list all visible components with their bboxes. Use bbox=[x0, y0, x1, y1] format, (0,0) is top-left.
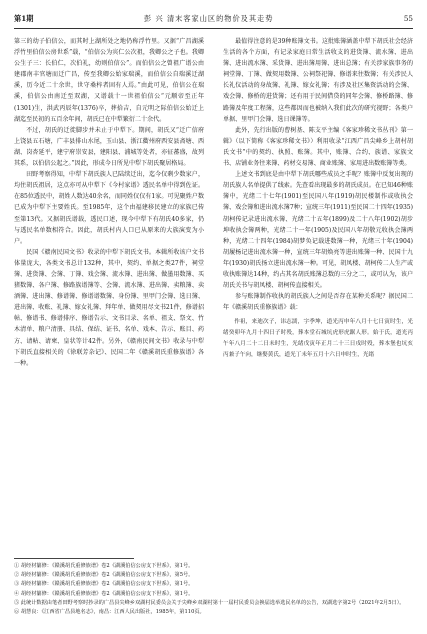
body-paragraph: 田野考察得知，中犁下胡氏族人已陆续迁出，迄今仅剩少数家户，均住胡氏祖居，这点亦可从中犁下《今村家谱》透民名单中得到佐证。在85位透民中，胡姓人数达40余名，而同姓仅仅有1家。可见聚姓户数已成为中犁下主要姓氏。至1985年，这个由福建移民建立的家族已传至第13代。又据胡氏谱载，透民口述，现今中犁下有胡氏40多家，仍与透民名单数相符合。因此，胡氏村内人口已从原来的大族演变为小户。 bbox=[14, 171, 204, 245]
left-column bbox=[14, 36, 204, 369]
body-paragraph: 此外，先行出版的曹树基、陈支平主编《客家珍稀文书丛刊》第一辑》（以下简称《客家珍稀文书》）利用收录“江西广昌尖峰乡上胡村胡氏文书”中的契约、执照、账簿。其中，账簿、合约、族谱、家族文书、店铺业务往来簿、药材交易簿、商业账簿、家用进出数账簿等类。 bbox=[223, 126, 413, 168]
body-paragraph: 最值得注意的是39种账簿文书。这批账簿涵盖中犁下胡氏社会经济生活的各个方面，有记录家庭日常生活收支的进货簿、流水簿、进出簿、进出流水簿、采货簿、进出簿用簿、进出总簿；有关涉家族事务的祠堂簿、丁簿、做契用数簿、公祠祭祀簿、修谱来往数簿；有关涉民人长礼仪活动的身故簿、礼簿、嫁女礼簿；有涉及社区集资活动的会簿、戏会簿、修桥的进货簿；还有用于民间借贷的同年会簿、修桥路簿、修路簿及年度工程簿，这些都因而也被纳入我们此次的研究视野；各类户单据、里甲门会簿、选日课簿等。 bbox=[223, 38, 413, 123]
footnote: ⑥ 胡慧良：《江西省广昌县地名志》，南昌：江西人民出版社，1985年，第110页。 bbox=[14, 609, 205, 616]
page-number: 55 bbox=[403, 14, 413, 23]
running-title: 彭 兴 清末客家山区的物价及其走势 bbox=[144, 14, 274, 23]
footnote: ⑤ 此统计数据由笔者田野考察时抄录的广昌县尖峰乡双湖村民委员会关于尖峰乡双湖村第十一届村民委员会换届选举选民名单的公告，双湖选字第2号（2021年2月5日）。 bbox=[14, 599, 405, 606]
footnotes bbox=[14, 562, 413, 617]
genealogy-quote: 作祖，来迪次子，讳志濡，字季坤，道光丙申年八月十七日寅时生，光绪癸卯年九月十四日子时殁，葬本堂石城坑虎形虎踞人形。始于氏，道光丙午年八月二十二日未时生，光绪戊寅年正月二十三日戌时殁，葬本堡也坑亥丙兼子午向，继娶黄氏，道光丁未年五月十六日申时生，光绪 bbox=[223, 319, 413, 358]
right-column bbox=[223, 36, 413, 361]
page-header bbox=[14, 12, 413, 26]
header-rule bbox=[14, 28, 413, 29]
footnote: ③ 胡经材纂修：《赣溪胡氏重修族谱》卷2《湖溪伯信公房支下世系》，第1号。 bbox=[14, 581, 194, 588]
footnote: ① 胡经材纂修：《赣溪胡氏重修族谱》卷2《湖溪伯信公房支下世系》，第1号。 bbox=[14, 563, 194, 569]
body-paragraph: 第三的幼子伯信公，而其时上湖所处之地仍称浮竹里。又据“广昌湖溪浮竹里伯信公房世系”载，“伯信公为宾仁公次祖，我卿公之子也。我卿公生子三：长伯仁，次伯礼，幼则伯信公”。而伯信公之曾祖广谱公由建郡南丰官塘而迁广昌，传至我卿公始家瑞溪，而伯信公自瑞溪迁湖溪，历今近二十余世，世守桑梓者固有人焉。”由此可见，伯信公在瑞溪，伯信公由南迁至双湖，又谱载十一世祖伯信公“元顺帝至正年(1301)生，洪武丙辰年(1376)卒，葬拾吉，自元明之际伯信公始迁上湖迄至民初的五百余年间，胡氏已在中犁繁衍二十余代。 bbox=[14, 38, 204, 123]
footnote: ② 胡经材纂修：《赣溪胡氏重修族谱》卷2《湖溪伯信公房支下世系》，第5号。 bbox=[14, 572, 194, 579]
issue-number: 第1期 bbox=[14, 14, 34, 23]
body-paragraph: 参与账簿制作收执的胡氏族人之间是否存在某种关系呢？据民国二年《赣溪胡氏重修族谱》载： bbox=[223, 293, 413, 312]
body-paragraph: 民国《赣南民国文书》收录的中犁下胡氏文书。本辑所收该户文书体量庞大，各类文书总计132种，其中，契约、单据之类27件，祠堂簿、进货簿、会簿、丁簿、戏会簿、流水簿、进出簿、做墨用数簿、买猪数簿、各户簿、修路族谱簿等、会簿、流水簿、进出簿、卖粮簿、卖酒簿、进出簿、修谱簿、修谱谱数簿、身份簿、里甲门会簿、选日簿、进出簿、收账、礼簿、嫁女礼簿、拜年单、做契用尽文书21件，修谱招帖、修谱书、修谱排序、修谱告示、文书目录、名单、祖支、祭文、竹木清单、粮户清册、具结、保结、证书、名单、戏本、告示、账目、药方、请帖、请柬、皇状等计42件。另外，《赣南民间文书》收录与中犁下胡氏直接相关的《徐联芳杂记》、民国二年《赣溪胡氏重修族谱》各一种。 bbox=[14, 248, 204, 367]
body-paragraph: 不过，胡氏的迁徙脚步并未止于中犁下。期间，胡氏又“迁广信府上饶县五石塘，广丰县排山水尾，玉山县、浙江衢州府西安县斋塘、西湖、岗杏延平，建宁府崇安县，建阳县、浦城等处者，亦征蕃盛，故列其系，以伯信公起之。”因此，形成今日所见中犁下胡氏聚居格局。 bbox=[14, 126, 204, 168]
footnote-rule bbox=[14, 558, 134, 559]
body-paragraph: 上述文书到底是由中犁下胡氏哪些成员之手呢？账簿中反复出现的胡氏族人名单提供了线索。先查看出现最多的胡氏成员。在已知46种账簿中，光绪二十七年(1901)至民国八年(1919)胡民楼制作或收执会簿、戏会簿和进出流水簿7种；宣统三年(1911)至民国二十四年(1935)胡柯传记录进出流水簿、光绪二十五年(1899)及二十八年(1902)胡步坤收执会簿两种，光绪二十一年(1905)及民国八年胡敬元收执会簿两种，光绪二十四年(1984)胡梦奂记载进数簿一种，光绪三十年(1904)胡履杨记进出流水簿一种，宣统三年胡焕亮等进出账簿一种、民国十九年(1930)胡氏扬立进出流水簿一种。可见，胡凤楼、胡柯传二人生产或收执账簿达14种，约占其名胡氏账簿总数的三分之二，或可认为，该户胡氏关书与胡凤楼、胡柯传直接相关。 bbox=[223, 171, 413, 290]
footnote: ④ 胡经材纂修：《赣溪胡氏重修族谱》卷2《湖溪伯信公房支下世系》，第1号。 bbox=[14, 590, 194, 597]
